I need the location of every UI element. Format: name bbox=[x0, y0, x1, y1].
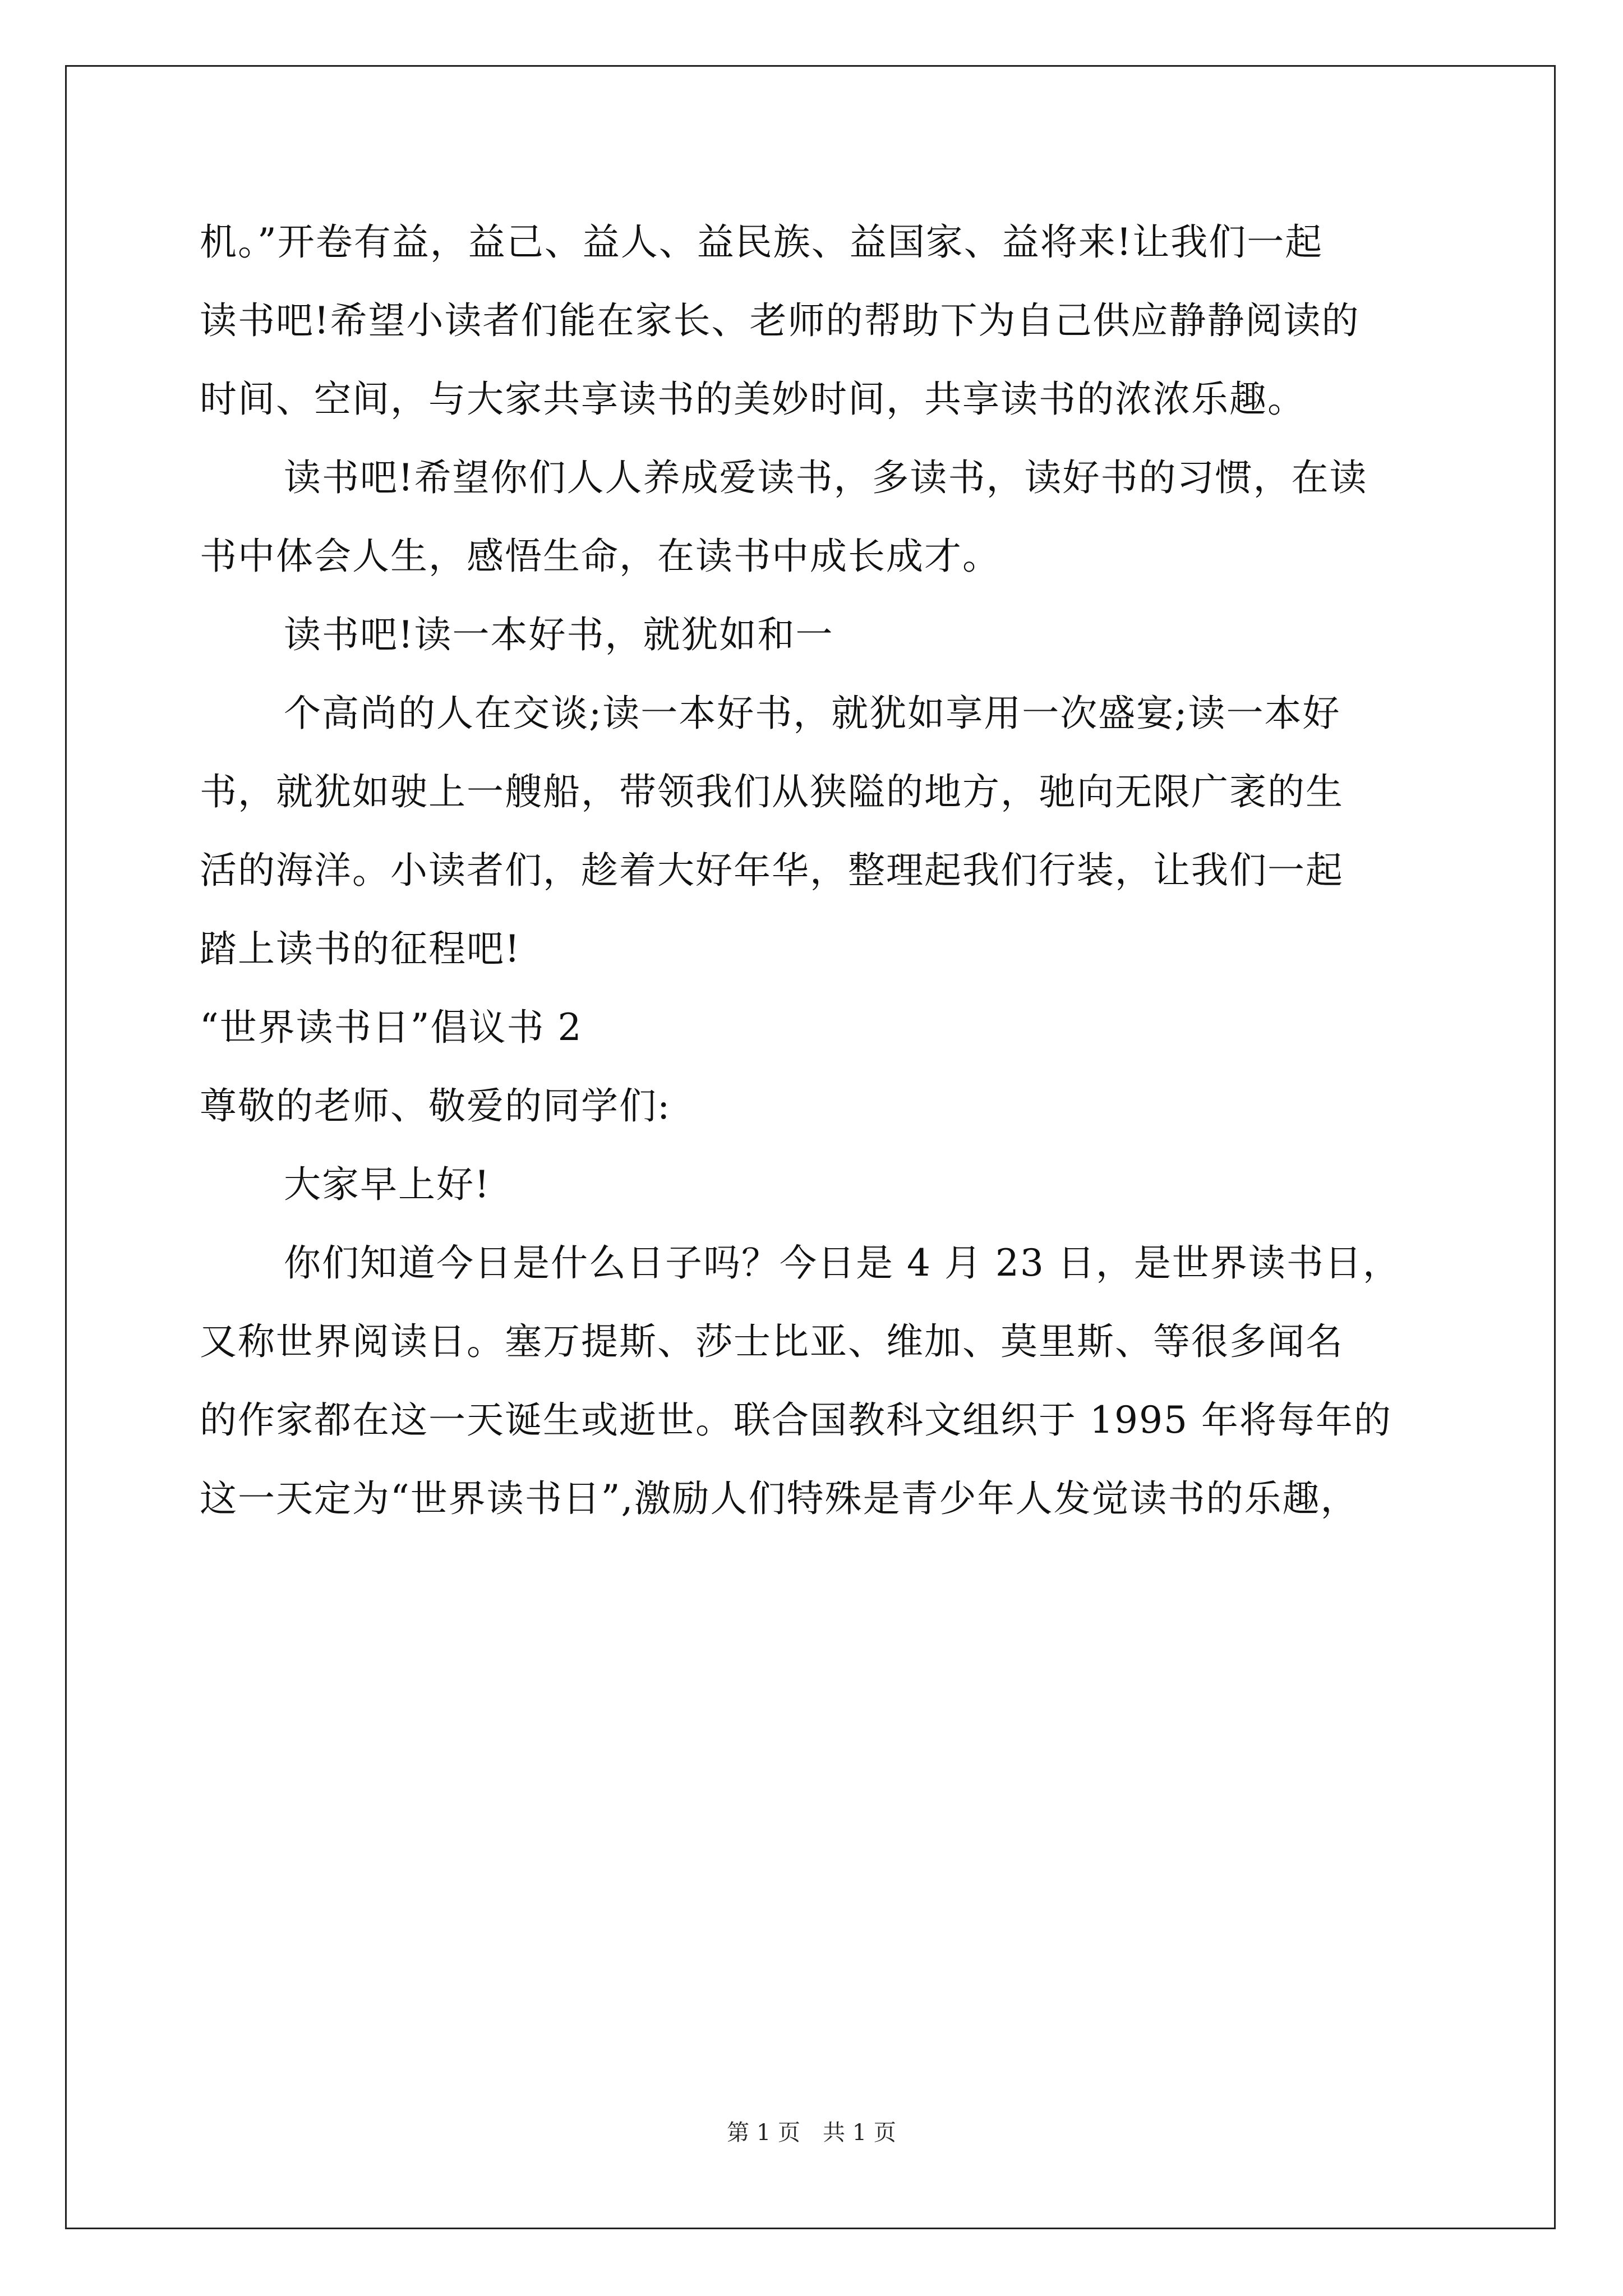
text-line: 读书吧!希望你们人人养成爱读书，多读书，读好书的习惯，在读 bbox=[284, 456, 1368, 499]
text-line: 踏上读书的征程吧! bbox=[200, 927, 521, 970]
greeting: 大家早上好! bbox=[284, 1163, 491, 1206]
text-line: 的作家都在这一天诞生或逝世。联合国教科文组织于 1995 年将每年的 bbox=[200, 1398, 1392, 1442]
text-line: 这一天定为“世界读书日”,激励人们特殊是青少年人发觉读书的乐趣， bbox=[200, 1477, 1359, 1520]
salutation: 尊敬的老师、敬爱的同学们: bbox=[200, 1084, 671, 1128]
page-number-footer: 第 1 页 共 1 页 bbox=[727, 2120, 896, 2146]
text-line: 又称世界阅读日。塞万提斯、莎士比亚、维加、莫里斯、等很多闻名 bbox=[200, 1320, 1344, 1363]
text-line: 读书吧!读一本好书，就犹如和一 bbox=[284, 613, 834, 656]
text-line: 机。”开卷有益，益己、益人、益民族、益国家、益将来!让我们一起 bbox=[200, 220, 1324, 264]
text-line: 书，就犹如驶上一艘船，带领我们从狭隘的地方，驰向无限广袤的生 bbox=[200, 770, 1344, 813]
text-line: 活的海洋。小读者们，趁着大好年华，整理起我们行装，让我们一起 bbox=[200, 849, 1344, 892]
text-line: 个高尚的人在交谈;读一本好书，就犹如享用一次盛宴;读一本好 bbox=[284, 692, 1341, 735]
text-line: 书中体会人生，感悟生命，在读书中成长成才。 bbox=[200, 535, 1000, 578]
section-heading: “世界读书日”倡议书 2 bbox=[200, 1006, 583, 1049]
text-line: 时间、空间，与大家共享读书的美妙时间，共享读书的浓浓乐趣。 bbox=[200, 378, 1306, 421]
text-line: 你们知道今日是什么日子吗？今日是 4 月 23 日，是世界读书日， bbox=[284, 1241, 1401, 1285]
text-line: 读书吧!希望小读者们能在家长、老师的帮助下为自己供应静静阅读的 bbox=[200, 299, 1360, 342]
